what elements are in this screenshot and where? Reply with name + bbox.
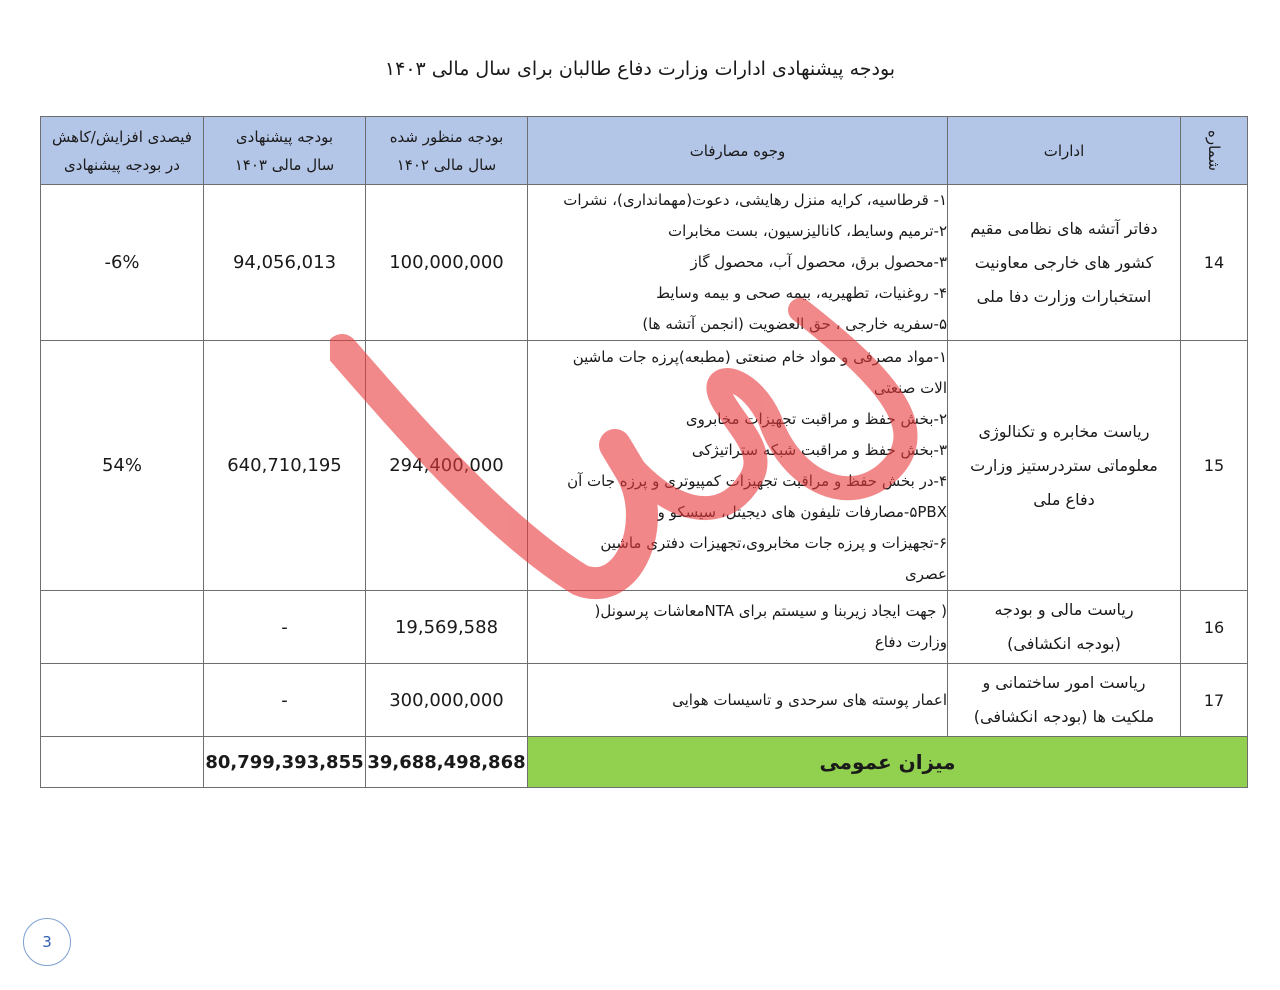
office-name: ریاست مالی و بودجه (بودجه انکشافی) [948, 591, 1181, 664]
header-number: شماره [1181, 117, 1248, 185]
row-number: 16 [1181, 591, 1248, 664]
change-percent: -6% [41, 185, 204, 341]
expense-items: ۱- قرطاسیه، کرایه منزل رهایشی، دعوت(مهمانداری)، نشرات ۲-ترمیم وسایط، کانالیزسیون، بست مخابرات ۳-محصول برق، محصول آب، محصول گاز ۴- روغنیات، تطهیریه، بیمه صحی و بیمه وسایط ۵-سفریه خارجی ، حق العضویت (انجمن آتشه ها) [528, 185, 948, 341]
header-proposed: بودجه پیشنهادی سال مالی ۱۴۰۳ [204, 117, 366, 185]
approved-budget: 100,000,000 [366, 185, 528, 341]
office-name: ریاست مخابره و تکنالوژی معلوماتی ستردرستیز وزارت دفاع ملی [948, 341, 1181, 591]
table-row [41, 185, 1248, 341]
header-office: ادارات [948, 117, 1181, 185]
total-change [41, 737, 204, 788]
row-number: 14 [1181, 185, 1248, 341]
document-title: بودجه پیشنهادی ادارات وزارت دفاع طالبان برای سال مالی ۱۴۰۳ [384, 58, 896, 80]
table-row [41, 341, 1248, 591]
row-number: 17 [1181, 664, 1248, 737]
header-expenses: وجوه مصارفات [528, 117, 948, 185]
header-change: فیصدی افزایش/کاهش در بودجه پیشنهادی [41, 117, 204, 185]
change-percent: 54% [41, 341, 204, 591]
header-approved: بودجه منظور شده سال مالی ۱۴۰۲ [366, 117, 528, 185]
change-percent [41, 664, 204, 737]
proposed-budget: - [204, 664, 366, 737]
office-name: ریاست امور ساختمانی و ملکیت ها (بودجه انکشافی) [948, 664, 1181, 737]
page-number: 3 [23, 918, 71, 966]
total-row [41, 737, 1248, 788]
proposed-budget: - [204, 591, 366, 664]
approved-budget: 19,569,588 [366, 591, 528, 664]
proposed-budget: 640,710,195 [204, 341, 366, 591]
header-row [41, 117, 1248, 185]
table-row [41, 591, 1248, 664]
approved-budget: 300,000,000 [366, 664, 528, 737]
expense-items: ۱-مواد مصرفی و مواد خام صنعتی (مطبعه)پرزه جات ماشین الات صنعتی ۲-بخش حفظ و مراقبت تجهیزات مخابروی ۳-بخش حفظ و مراقبت شبکه ستراتیژکی ۴-در بخش حفظ و مراقبت تجهیزات کمپیوتری و پرزه جات آن ۵PBX-مصارفات تلیفون های دیجیتل، سیسکو و ۶-تجهیزات و پرزه جات مخابروی،تجهیزات دفتری ماشین عصری [528, 341, 948, 591]
total-label: میزان عمومی [528, 737, 1248, 788]
office-name: دفاتر آتشه های نظامی مقیم کشور های خارجی معاونیت استخبارات وزارت دفا ملی [948, 185, 1181, 341]
total-proposed: 80,799,393,855 [204, 737, 366, 788]
expense-items: اعمار پوسته های سرحدی و تاسیسات هوایی [528, 664, 948, 737]
approved-budget: 294,400,000 [366, 341, 528, 591]
total-approved: 39,688,498,868 [366, 737, 528, 788]
table-row [41, 664, 1248, 737]
row-number: 15 [1181, 341, 1248, 591]
budget-table [40, 116, 1248, 788]
change-percent [41, 591, 204, 664]
expense-items: ( جهت ایجاد زیربنا و سیستم برای NTAمعاشات پرسونل( وزارت دفاع [528, 591, 948, 664]
proposed-budget: 94,056,013 [204, 185, 366, 341]
